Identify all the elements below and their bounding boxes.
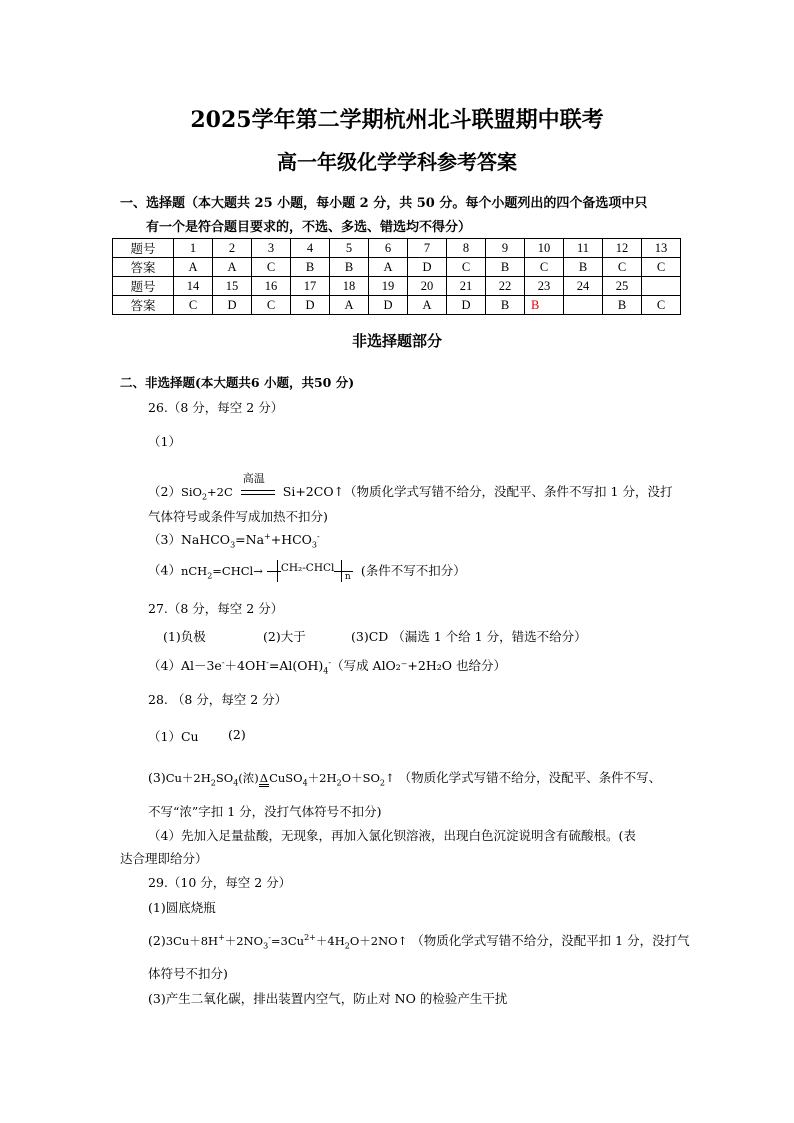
section1-heading-cont: 有一个是符合题目要求的，不选、多选、错选均不得分） — [146, 220, 472, 235]
reaction-condition — [241, 471, 275, 500]
q27-part4 — [148, 656, 506, 676]
part-title: 非选择题部分 — [351, 332, 442, 350]
answer-cell: B — [330, 258, 369, 277]
answer-cell: D — [291, 296, 330, 315]
q29-part2-note: （物质化学式写错不给分，没配平扣 1 分，没打气 — [411, 933, 690, 948]
equals-sign — [241, 490, 275, 491]
q28-heading: 28. （8 分，每空 2 分） — [148, 692, 288, 707]
q26-part1: （1） — [148, 434, 181, 449]
answer-cell: C — [174, 296, 213, 315]
answer-cell: C — [525, 258, 564, 277]
q-num — [642, 277, 681, 296]
answer-cell: A — [213, 258, 252, 277]
q-num: 11 — [564, 239, 603, 258]
q29-part2-note-cont: 体符号不扣分) — [148, 966, 228, 981]
q-num: 17 — [291, 277, 330, 296]
answer-cell: A — [369, 258, 408, 277]
q-num: 19 — [369, 277, 408, 296]
answer-cell: A — [174, 258, 213, 277]
q-num: 16 — [252, 277, 291, 296]
q28-equation: $Cu+2H_2SO_4$(浓)$\Delta CuSO_4+2H_2O+SO_2↑$ — [165, 771, 395, 788]
degree-n: n — [344, 572, 351, 582]
q-num: 10 — [525, 239, 564, 258]
q26-heading: 26.（8 分，每空 2 分） — [148, 400, 284, 415]
q26-equation-3: $NaHCO_3=Na^++HCO_3^-$ — [180, 531, 320, 550]
q-num: 9 — [486, 239, 525, 258]
answer-cell: C — [603, 258, 642, 277]
q27-part4-note: （写成 AlO₂⁻+2H₂O 也给分） — [331, 658, 506, 673]
q29-equation: $3Cu+8H^++2NO_3^-=3Cu^{2+}+4H_2O+2NO↑$ — [165, 933, 408, 951]
q27-answer2: (2)大于 — [263, 629, 306, 644]
q29-part2-label: (2) — [148, 933, 166, 948]
table-row — [113, 277, 681, 296]
q26-part2-label: （2） — [148, 484, 181, 499]
condition-text: 高温 — [242, 471, 265, 485]
q27-equation: $Al-3e^-+4OH^-=Al(OH)_4^-$ — [180, 657, 332, 676]
q27-part4-label: （4） — [148, 658, 181, 673]
q26-part3 — [148, 530, 320, 550]
q28-part2: (2) — [228, 727, 246, 742]
q28-part3 — [148, 768, 661, 787]
q28-part4-cont: 达合理即给分） — [120, 851, 208, 866]
row-label: 答案 — [113, 296, 174, 315]
answer-cell — [564, 296, 603, 315]
q27-answer1: (1)负极 — [163, 629, 206, 644]
q-num: 22 — [486, 277, 525, 296]
answer-cell: B — [486, 258, 525, 277]
section1-heading: 一、选择题（本大题共 25 小题，每小题 2 分，共 50 分。每个小题列出的四个备选项中只 — [120, 196, 648, 211]
q26-equation-reactants: SiO$_2$+2C — [180, 485, 233, 502]
answer-cell: D — [369, 296, 408, 315]
answer-cell: C — [447, 258, 486, 277]
q-num: 25 — [603, 277, 642, 296]
row-label: 答案 — [113, 258, 174, 277]
q-num: 14 — [174, 277, 213, 296]
heat-condition: Δ — [259, 771, 269, 785]
q26-equation-products: Si+2CO↑ — [282, 484, 345, 499]
q28-part1: （1）Cu — [148, 729, 199, 744]
q28-part4: （4）先加入足量盐酸，无现象，再加入氯化钡溶液，出现白色沉淀说明含有硫酸根。(表 — [148, 828, 636, 843]
q27-answer3: (3)CD （漏选 1 个给 1 分，错选不给分） — [351, 629, 587, 644]
table-row — [113, 258, 681, 277]
q-num: 4 — [291, 239, 330, 258]
answer-cell: C — [642, 296, 681, 315]
answer-cell: D — [447, 296, 486, 315]
answer-cell: C — [642, 258, 681, 277]
q28-part3-note-cont: 不写“浓”字扣 1 分，没打气体符号不扣分) — [148, 804, 382, 819]
q26-part3-label: （3） — [148, 532, 181, 547]
answer-cell: B — [486, 296, 525, 315]
q26-monomer: nCH$_2$=CHCl→ — [180, 563, 263, 580]
q-num: 1 — [174, 239, 213, 258]
q-num: 12 — [603, 239, 642, 258]
answer-cell: C — [252, 296, 291, 315]
q-num: 21 — [447, 277, 486, 296]
q28-part3-note: （物质化学式写错不给分，没配平、条件不写、 — [398, 770, 662, 785]
table-row — [113, 239, 681, 258]
bracket-right — [341, 560, 342, 582]
q26-part4-note: (条件不写不扣分） — [360, 562, 466, 578]
q27-heading: 27.（8 分，每空 2 分） — [148, 601, 284, 616]
q-num: 18 — [330, 277, 369, 296]
q-num: 15 — [213, 277, 252, 296]
answer-table — [112, 238, 681, 315]
page-title: 2025学年第二学期杭州北斗联盟期中联考 — [190, 107, 604, 133]
answer-cell: B — [603, 296, 642, 315]
q26-part2 — [148, 471, 673, 502]
answer-cell: D — [408, 258, 447, 277]
q26-part4 — [148, 560, 466, 582]
q-num: 5 — [330, 239, 369, 258]
q29-part2 — [148, 931, 690, 950]
polymer-unit: CH₂-CHCl — [280, 562, 335, 574]
row-label: 题号 — [113, 277, 174, 296]
q-num: 13 — [642, 239, 681, 258]
section2-heading: 二、非选择题(本大题共6 小题，共50 分) — [120, 375, 355, 390]
q-num: 8 — [447, 239, 486, 258]
polymer-structure — [267, 560, 353, 582]
answer-cell: B — [291, 258, 330, 277]
q26-part2-note: （物质化学式写错不给分，没配平、条件不写扣 1 分，没打 — [344, 484, 673, 499]
q26-part4-label: （4） — [148, 562, 181, 578]
q-num: 7 — [408, 239, 447, 258]
answer-cell: B — [564, 258, 603, 277]
q26-part2-note-cont: 气体符号或条件写成加热不扣分) — [148, 509, 328, 524]
page-subtitle: 高一年级化学学科参考答案 — [277, 150, 517, 174]
q29-part3: (3)产生二氧化碳，排出装置内空气，防止对 NO 的检验产生干扰 — [148, 991, 508, 1006]
q-num: 20 — [408, 277, 447, 296]
q28-part3-label: (3) — [148, 770, 166, 785]
answer-cell: A — [330, 296, 369, 315]
q-num: 6 — [369, 239, 408, 258]
q29-heading: 29.（10 分，每空 2 分） — [148, 875, 292, 890]
q-num: 3 — [252, 239, 291, 258]
q-num: 2 — [213, 239, 252, 258]
answer-cell-highlight: B — [525, 296, 564, 315]
row-label: 题号 — [113, 239, 174, 258]
equals-sign — [241, 494, 275, 495]
answer-cell: D — [213, 296, 252, 315]
q-num: 23 — [525, 277, 564, 296]
q-num: 24 — [564, 277, 603, 296]
answer-cell: C — [252, 258, 291, 277]
q29-part1: (1)圆底烧瓶 — [148, 900, 216, 915]
table-row — [113, 296, 681, 315]
answer-cell: A — [408, 296, 447, 315]
